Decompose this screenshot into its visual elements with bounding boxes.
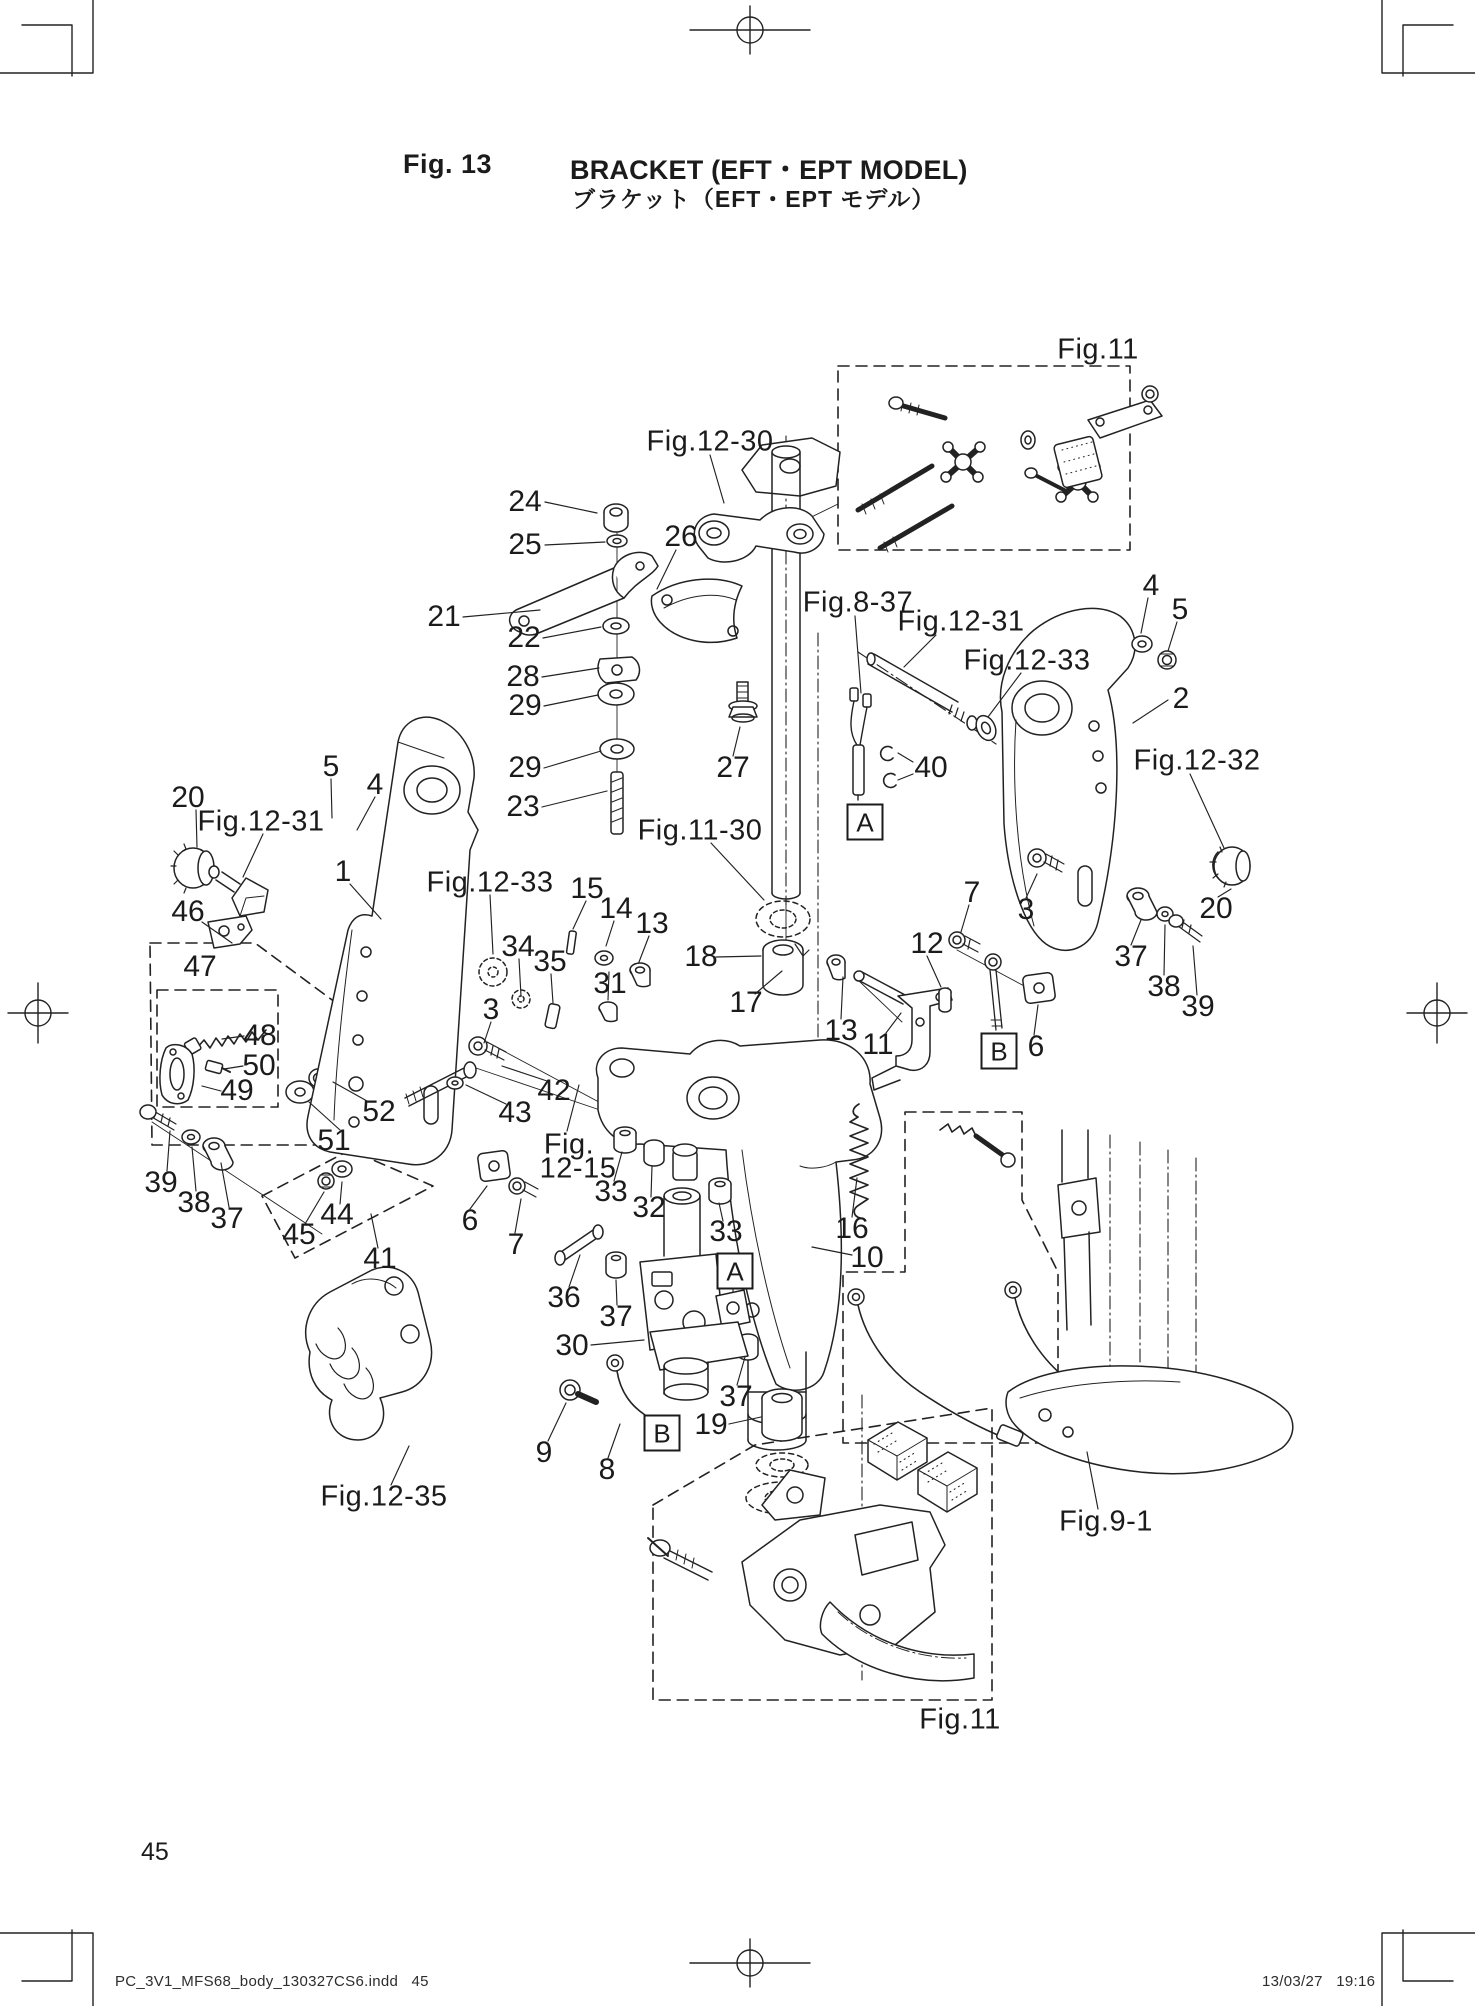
figure-reference-label: Fig.12-31 [897,605,1025,638]
part-number-callout: 4 [1142,569,1160,602]
part-number-callout: 39 [144,1166,178,1199]
part-number-callout: 47 [183,950,217,983]
part-number-callout: 38 [1147,970,1181,1003]
part-number-callout: 6 [461,1204,479,1237]
part-number-callout: 50 [242,1049,276,1082]
part-number-callout: 32 [632,1191,666,1224]
part-number-callout: 28 [506,660,540,693]
part-number-callout: 10 [850,1241,884,1274]
part-number-callout: 7 [507,1228,525,1261]
figure-reference-label: Fig.12-32 [1133,744,1261,777]
part-number-callout: 9 [535,1436,553,1469]
part-number-callout: 20 [1199,892,1233,925]
part-number-callout: 3 [1017,893,1035,926]
part-number-callout: 37 [599,1300,633,1333]
part-number-callout: 38 [177,1186,211,1219]
part-number-callout: 25 [508,528,542,561]
part-number-callout: 6 [1027,1030,1045,1063]
part-number-callout: 2 [1172,682,1190,715]
figure-number: Fig. 13 [403,149,493,179]
part-number-callout: 24 [508,485,542,518]
part-number-callout: 27 [716,751,750,784]
figure-reference-label: Fig.11 [919,1703,1001,1736]
figure-reference-label: Fig.12-31 [197,805,325,838]
part-number-callout: 48 [243,1019,277,1052]
figure-reference-label: Fig.8-37 [802,586,914,619]
figure-reference-label: Fig.11 [1057,333,1139,366]
part-number-callout: 3 [482,993,500,1026]
figure-reference-label: 12-15 [539,1152,617,1185]
part-number-callout: 51 [317,1124,351,1157]
part-number-callout: 46 [171,895,205,928]
footer-filename: PC_3V1_MFS68_body_130327CS6.indd 45 [115,1973,429,1990]
part-number-callout: 13 [824,1014,858,1047]
detail-view-marker: B [644,1415,681,1452]
part-number-callout: 37 [1114,940,1148,973]
figure-reference-label: Fig.12-30 [646,425,774,458]
part-number-callout: 26 [664,520,698,553]
footer-timestamp: 13/03/27 19:16 [1262,1973,1376,1990]
part-number-callout: 5 [1171,593,1189,626]
part-number-callout: 19 [694,1408,728,1441]
figure-reference-label: Fig.12-33 [426,866,554,899]
figure-reference-label: Fig.12-35 [320,1480,448,1513]
part-number-callout: 1 [334,855,352,888]
figure-reference-label: Fig.11-30 [637,814,763,847]
part-number-callout: 16 [835,1212,869,1245]
part-number-callout: 11 [862,1028,894,1061]
figure-reference-label: Fig.12-33 [963,644,1091,677]
part-number-callout: 21 [427,600,461,633]
part-number-callout: 33 [594,1175,628,1208]
figure-reference-label: Fig. [543,1128,595,1161]
part-number-callout: 45 [282,1218,316,1251]
part-number-callout: 22 [507,621,541,654]
part-number-callout: 8 [598,1453,616,1486]
part-number-callout: 7 [963,876,981,909]
part-number-callout: 37 [719,1380,753,1413]
part-number-callout: 31 [593,967,627,1000]
part-number-callout: 35 [533,945,567,978]
figure-reference-label: Fig.9-1 [1059,1505,1153,1538]
part-number-callout: 17 [729,986,763,1019]
part-number-callout: 36 [547,1281,581,1314]
part-number-callout: 13 [635,907,669,940]
part-number-callout: 40 [914,751,948,784]
part-number-callout: 49 [220,1074,254,1107]
detail-view-marker: A [717,1253,754,1290]
part-number-callout: 29 [508,689,542,722]
part-number-callout: 14 [599,892,633,925]
part-number-callout: 23 [506,790,540,823]
part-number-callout: 52 [362,1095,396,1128]
part-number-callout: 34 [501,930,535,963]
part-number-callout: 30 [555,1329,589,1362]
page-title: BRACKET (EFT・EPT MODEL) [570,155,968,185]
part-number-callout: 15 [570,872,604,905]
part-number-callout: 39 [1181,990,1215,1023]
page-title-japanese: ブラケット（EFT・EPT モデル） [572,186,936,212]
part-number-callout: 42 [537,1074,571,1107]
part-number-callout: 41 [363,1242,397,1275]
part-number-callout: 20 [171,781,205,814]
part-number-callout: 12 [910,927,944,960]
detail-view-marker: B [981,1033,1018,1070]
part-number-callout: 44 [320,1198,354,1231]
part-number-callout: 33 [709,1215,743,1248]
part-number-callout: 43 [498,1096,532,1129]
part-number-callout: 37 [210,1202,244,1235]
part-number-callout: 5 [322,750,340,783]
part-number-callout: 29 [508,751,542,784]
part-number-callout: 4 [366,768,384,801]
part-number-callout: 18 [684,940,718,973]
page-number: 45 [141,1838,169,1866]
detail-view-marker: A [847,804,884,841]
